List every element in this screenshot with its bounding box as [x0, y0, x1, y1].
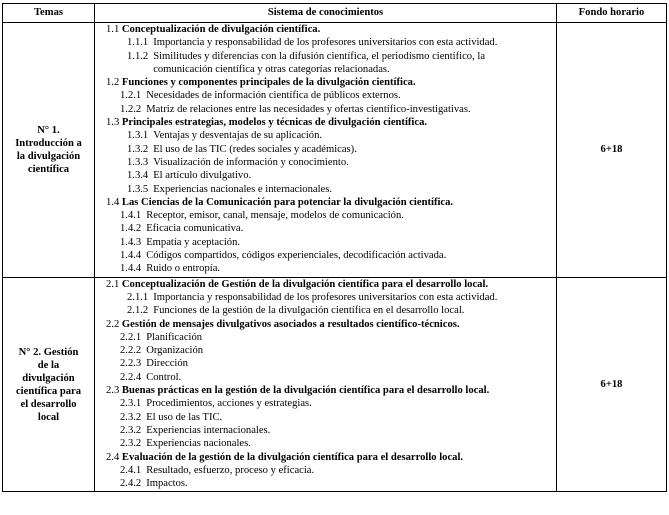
- list-item: [95, 143, 556, 156]
- section-heading: [95, 116, 556, 129]
- list-item: [95, 249, 556, 262]
- list-item: [95, 156, 556, 169]
- list-item: [95, 209, 556, 222]
- table-row: [3, 277, 667, 492]
- item-text: Similitudes y diferencias con la difusión científica, el periodismo científico, la comunicación científica y otras categorías relacionadas.: [153, 50, 486, 75]
- item-number: 1.3.1: [127, 130, 149, 142]
- section-heading: [95, 451, 556, 464]
- section-heading: [95, 196, 556, 209]
- content-cell: [95, 23, 557, 278]
- section-number: 2.4: [106, 451, 120, 463]
- item-text: Empatía y aceptación.: [146, 236, 241, 248]
- list-item: [95, 222, 556, 235]
- item-number: 1.1.2: [127, 50, 149, 62]
- list-item: [95, 291, 556, 304]
- section-title: Funciones y componentes principales de la divulgación científica.: [121, 77, 416, 89]
- content-cell: [95, 277, 557, 492]
- item-number: 2.1.1: [127, 291, 149, 303]
- list-item: [95, 103, 556, 116]
- section-title: Buenas prácticas en la gestión de la divulgación científica para el desarrollo local.: [121, 385, 490, 397]
- header-sistema: Sistema de conocimientos: [95, 4, 557, 23]
- item-text: Resultado, esfuerzo, proceso y eficacia.: [146, 464, 315, 476]
- list-item: [95, 183, 556, 196]
- hours-cell: 6+18: [557, 23, 667, 278]
- item-text: Funciones de la gestión de la divulgación científica en el desarrollo local.: [153, 305, 465, 317]
- item-number: 1.3.2: [127, 143, 149, 155]
- section-number: 1.1: [106, 24, 120, 35]
- section-number: 2.2: [106, 318, 120, 330]
- item-text: Impactos.: [146, 478, 188, 490]
- list-item: [95, 236, 556, 249]
- item-text: Ruido o entropía.: [146, 263, 221, 275]
- list-item: [95, 89, 556, 102]
- list-item: [95, 397, 556, 410]
- item-number: 1.4.3: [120, 236, 142, 248]
- section-heading: [95, 76, 556, 89]
- item-number: 2.3.2: [120, 438, 142, 450]
- item-text: Dirección: [146, 358, 188, 370]
- item-text: Procedimientos, acciones y estrategias.: [146, 398, 312, 410]
- item-number: 1.4.2: [120, 223, 142, 235]
- header-fondo: Fondo horario: [557, 4, 667, 23]
- tema-title: N° 2. Gestión de la divulgación científica para el desarrollo local: [15, 346, 82, 423]
- item-number: 2.2.2: [120, 345, 142, 357]
- header-temas: Temas: [3, 4, 95, 23]
- item-number: 1.2.1: [120, 90, 142, 102]
- hours-cell: 6+18: [557, 277, 667, 492]
- syllabus-table: [2, 3, 667, 492]
- list-item: [95, 262, 556, 275]
- list-item: [95, 344, 556, 357]
- tema-cell: [3, 23, 95, 278]
- item-text: Ventajas y desventajas de su aplicación.: [153, 130, 323, 142]
- list-item: [95, 331, 556, 344]
- list-item: [95, 371, 556, 384]
- list-item: [95, 50, 556, 77]
- list-item: [95, 411, 556, 424]
- list-item: [95, 304, 556, 317]
- list-item: [95, 36, 556, 49]
- section-heading: [95, 384, 556, 397]
- section-heading: [95, 278, 556, 291]
- list-item: [95, 437, 556, 450]
- item-text: Experiencias nacionales.: [146, 438, 251, 450]
- list-item: [95, 129, 556, 142]
- item-number: 2.2.3: [120, 358, 142, 370]
- item-text: Matriz de relaciones entre las necesidades y ofertas científico-investigativas.: [146, 103, 471, 115]
- list-item: [95, 169, 556, 182]
- section-number: 1.2: [106, 77, 120, 89]
- section-title: Conceptualización de divulgación científica.: [121, 24, 321, 35]
- item-number: 1.4.1: [120, 210, 142, 222]
- header-row: [3, 4, 667, 23]
- item-text: Importancia y responsabilidad de los profesores universitarios con esta actividad.: [153, 291, 498, 303]
- item-number: 1.2.2: [120, 103, 142, 115]
- section-number: 2.3: [106, 385, 120, 397]
- section-heading: [95, 23, 556, 36]
- item-number: 2.3.2: [120, 411, 142, 423]
- item-text: Receptor, emisor, canal, mensaje, modelos de comunicación.: [146, 210, 404, 222]
- section-number: 1.3: [106, 117, 120, 129]
- list-item: [95, 424, 556, 437]
- item-number: 1.4.4: [120, 263, 142, 275]
- item-text: Experiencias nacionales e internacionales.: [153, 183, 333, 195]
- item-text: Visualización de información y conocimiento.: [153, 156, 349, 168]
- item-number: 2.1.2: [127, 305, 149, 317]
- item-number: 1.3.4: [127, 170, 149, 182]
- item-text: Control.: [146, 371, 182, 383]
- item-text: Códigos compartidos, códigos experienciales, decodificación activada.: [146, 250, 447, 262]
- section-title: Evaluación de la gestión de la divulgación científica para el desarrollo local.: [121, 451, 464, 463]
- item-number: 1.3.3: [127, 156, 149, 168]
- item-text: El artículo divulgativo.: [153, 170, 252, 182]
- item-text: Experiencias internacionales.: [146, 424, 271, 436]
- item-number: 2.4.2: [120, 478, 142, 490]
- item-text: Eficacia comunicativa.: [146, 223, 244, 235]
- item-text: Organización: [146, 345, 204, 357]
- item-number: 2.4.1: [120, 464, 142, 476]
- item-text: El uso de las TIC (redes sociales y académicas).: [153, 143, 357, 155]
- item-number: 2.3.1: [120, 398, 142, 410]
- item-number: 2.3.2: [120, 424, 142, 436]
- item-text: El uso de las TIC.: [146, 411, 223, 423]
- item-number: 2.2.4: [120, 371, 142, 383]
- item-number: 1.1.1: [127, 37, 149, 49]
- list-item: [95, 477, 556, 490]
- tema-title: N° 1. Introducción a la divulgación científica: [15, 124, 82, 175]
- item-number: 1.4.4: [120, 250, 142, 262]
- item-text: Planificación: [146, 331, 203, 343]
- item-number: 2.2.1: [120, 331, 142, 343]
- section-number: 2.1: [106, 278, 120, 290]
- tema-cell: [3, 277, 95, 492]
- section-title: Conceptualización de Gestión de la divulgación científica para el desarrollo local.: [121, 278, 489, 290]
- item-number: 1.3.5: [127, 183, 149, 195]
- item-text: Importancia y responsabilidad de los profesores universitarios con esta actividad.: [153, 37, 498, 49]
- section-number: 1.4: [106, 196, 120, 208]
- item-text: Necesidades de información científica de públicos externos.: [146, 90, 401, 102]
- section-title: Las Ciencias de la Comunicación para potenciar la divulgación científica.: [121, 196, 454, 208]
- section-title: Gestión de mensajes divulgativos asociados a resultados científico-técnicos.: [121, 318, 460, 330]
- list-item: [95, 464, 556, 477]
- section-title: Principales estrategias, modelos y técnicas de divulgación científica.: [121, 117, 428, 129]
- table-row: [3, 23, 667, 278]
- section-heading: [95, 318, 556, 331]
- list-item: [95, 357, 556, 370]
